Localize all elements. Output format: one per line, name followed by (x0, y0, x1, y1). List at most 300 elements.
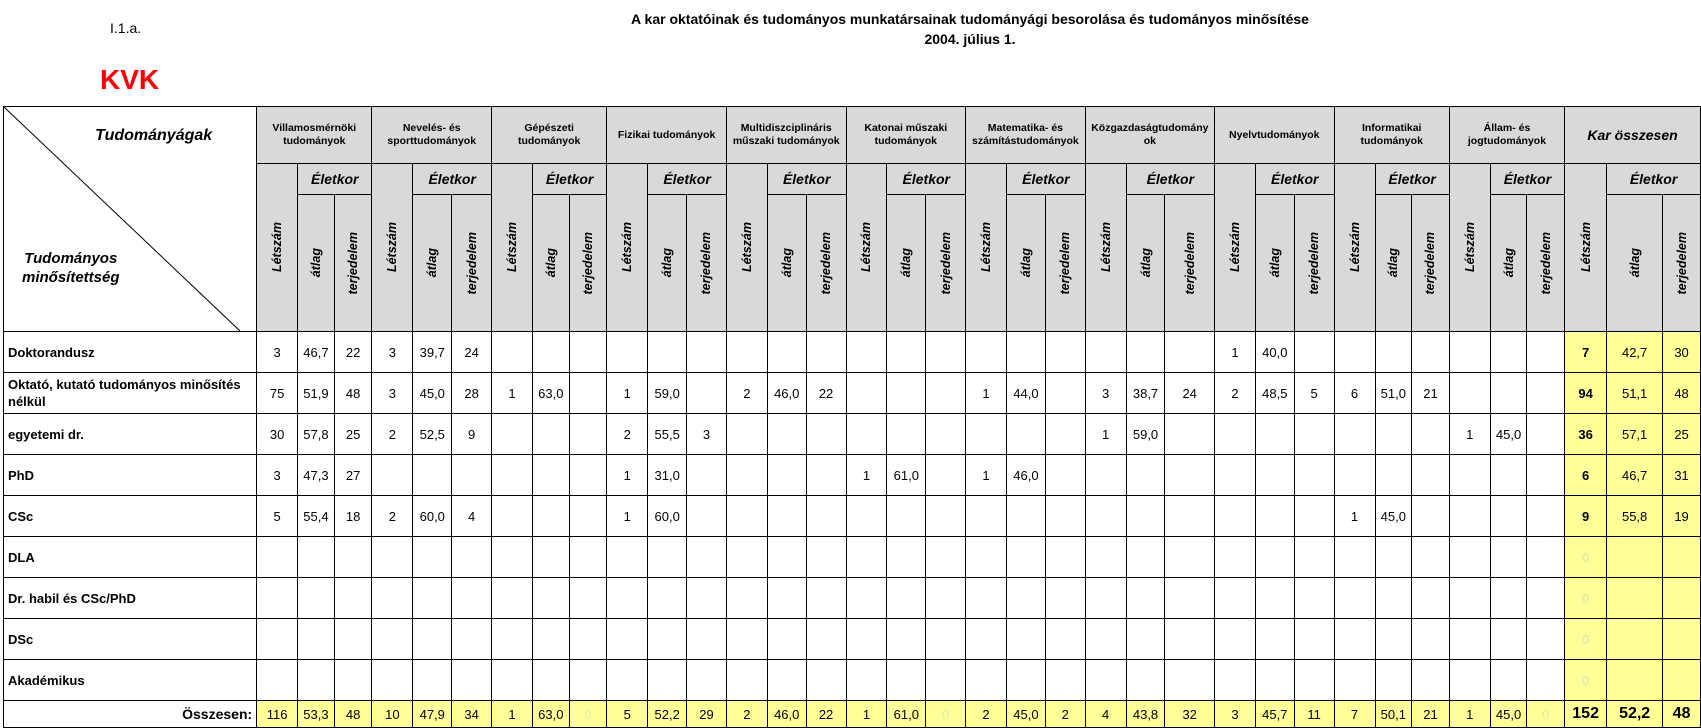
table-cell: 38,7 (1126, 373, 1165, 414)
table-row (4, 332, 1701, 373)
total-cell (1663, 578, 1701, 619)
total-cell (1607, 660, 1663, 701)
table-cell: 44,0 (1007, 373, 1046, 414)
table-cell (1126, 660, 1165, 701)
col-atlag (532, 195, 569, 332)
col-terjedelem (806, 195, 846, 332)
table-cell (1255, 537, 1294, 578)
table-cell (1412, 578, 1450, 619)
table-cell (1449, 332, 1490, 373)
table-cell (1412, 537, 1450, 578)
col-terjedelem (1165, 195, 1215, 332)
terjedelem-label: terjedelem (938, 231, 953, 295)
table-cell: 1 (966, 455, 1007, 496)
table-cell: 75 (257, 373, 298, 414)
table-cell (767, 578, 806, 619)
table-cell (1334, 332, 1375, 373)
totals-cell: 45,0 (1490, 701, 1527, 728)
totals-cell: 63,0 (532, 701, 569, 728)
table-cell (1449, 537, 1490, 578)
table-cell: 30 (257, 414, 298, 455)
table-cell (648, 619, 687, 660)
col-eletkor: Életkor (887, 164, 966, 195)
totals-cell: 3 (1214, 701, 1255, 728)
total-cell: 25 (1663, 414, 1701, 455)
table-cell (846, 496, 887, 537)
table-cell (452, 455, 492, 496)
table-cell (767, 660, 806, 701)
table-cell (298, 660, 335, 701)
table-cell (607, 619, 648, 660)
totals-label: Összesen: (4, 701, 257, 728)
table-cell: 48,5 (1255, 373, 1294, 414)
table-cell (966, 660, 1007, 701)
table-cell (926, 332, 966, 373)
table-cell (569, 373, 607, 414)
table-cell (492, 455, 533, 496)
col-eletkor: Életkor (1607, 164, 1701, 195)
classification-table (3, 106, 1701, 728)
table-cell: 1 (1449, 414, 1490, 455)
col-terjedelem (452, 195, 492, 332)
table-cell (1334, 455, 1375, 496)
col-letszam (607, 164, 648, 332)
totals-cell: 4 (1085, 701, 1126, 728)
table-cell: 40,0 (1255, 332, 1294, 373)
table-cell (532, 496, 569, 537)
col-eletkor: Életkor (1490, 164, 1564, 195)
col-terjedelem (1045, 195, 1085, 332)
table-cell (767, 332, 806, 373)
table-cell (1412, 332, 1450, 373)
table-cell (887, 496, 926, 537)
group-header-1: Villamosmérnöki tudományok (257, 107, 372, 164)
table-cell: 3 (257, 332, 298, 373)
totals-cell: 21 (1412, 701, 1450, 728)
table-cell (648, 537, 687, 578)
table-cell: 48 (334, 373, 372, 414)
table-cell (257, 619, 298, 660)
terjedelem-label: terjedelem (819, 231, 834, 295)
table-cell (846, 373, 887, 414)
table-row (4, 373, 1701, 414)
faculty-code: KVK (100, 64, 160, 95)
totals-cell: 2 (1045, 701, 1085, 728)
table-cell (1007, 414, 1046, 455)
table-cell (1490, 496, 1527, 537)
total-cell (1663, 537, 1701, 578)
table-cell (1126, 578, 1165, 619)
table-cell (887, 332, 926, 373)
table-cell: 59,0 (648, 373, 687, 414)
totals-cell: 2 (966, 701, 1007, 728)
terjedelem-label: terjedelem (1058, 231, 1073, 295)
table-cell (1255, 496, 1294, 537)
total-cell: 0 (1565, 660, 1607, 701)
table-cell (1334, 578, 1375, 619)
terjedelem-label: terjedelem (1423, 231, 1438, 295)
table-cell (1045, 373, 1085, 414)
col-letszam (257, 164, 298, 332)
table-cell: 46,7 (298, 332, 335, 373)
table-cell (298, 619, 335, 660)
table-cell (887, 414, 926, 455)
table-cell (569, 537, 607, 578)
col-eletkor: Életkor (1126, 164, 1214, 195)
atlag-label: átlag (1501, 248, 1516, 278)
table-cell: 4 (452, 496, 492, 537)
total-cell: 36 (1565, 414, 1607, 455)
totals-cell: 29 (687, 701, 727, 728)
table-cell (1085, 537, 1126, 578)
table-cell: 60,0 (413, 496, 452, 537)
group-header-kar-osszesen: Kar összesen (1565, 107, 1701, 164)
table-cell: 31,0 (648, 455, 687, 496)
totals-cell: 0 (569, 701, 607, 728)
table-cell (966, 496, 1007, 537)
letszam-label: Létszám (1227, 222, 1242, 273)
table-cell (334, 660, 372, 701)
col-atlag (1375, 195, 1412, 332)
table-cell (1126, 455, 1165, 496)
table-cell (1527, 455, 1565, 496)
table-cell (887, 578, 926, 619)
col-eletkor: Életkor (532, 164, 606, 195)
letszam-label: Létszám (505, 222, 519, 273)
table-cell (1490, 455, 1527, 496)
total-cell: 6 (1565, 455, 1607, 496)
table-cell (1334, 660, 1375, 701)
table-cell (492, 578, 533, 619)
table-cell (1294, 619, 1334, 660)
terjedelem-label: terjedelem (464, 231, 479, 295)
table-cell (687, 660, 727, 701)
table-cell (846, 414, 887, 455)
table-cell (1490, 373, 1527, 414)
table-row (4, 414, 1701, 455)
table-cell: 59,0 (1126, 414, 1165, 455)
col-terjedelem (926, 195, 966, 332)
table-cell (257, 537, 298, 578)
table-cell (1214, 660, 1255, 701)
table-cell (1490, 578, 1527, 619)
col-eletkor: Életkor (648, 164, 727, 195)
total-cell: 51,1 (1607, 373, 1663, 414)
col-letszam (372, 164, 413, 332)
table-cell (1412, 619, 1450, 660)
table-cell: 51,9 (298, 373, 335, 414)
atlag-label: átlag (1386, 248, 1401, 278)
terjedelem-label: terjedelem (1674, 231, 1689, 295)
total-cell: 57,1 (1607, 414, 1663, 455)
table-cell (926, 455, 966, 496)
table-cell (1214, 578, 1255, 619)
table-cell (1255, 578, 1294, 619)
table-cell (687, 578, 727, 619)
table-cell (1449, 496, 1490, 537)
col-atlag (887, 195, 926, 332)
table-cell (806, 619, 846, 660)
table-cell (1165, 332, 1215, 373)
terjedelem-label: terjedelem (1182, 231, 1197, 295)
grand-total-cell: 48 (1663, 701, 1701, 728)
table-cell (1085, 455, 1126, 496)
table-cell: 45,0 (1375, 496, 1412, 537)
atlag-label: átlag (779, 248, 794, 278)
table-cell (926, 537, 966, 578)
table-cell (926, 660, 966, 701)
table-cell (334, 578, 372, 619)
terjedelem-label: terjedelem (1538, 231, 1553, 295)
table-cell (687, 373, 727, 414)
col-atlag (298, 195, 335, 332)
table-cell (1045, 660, 1085, 701)
table-cell (1527, 537, 1565, 578)
col-terjedelem (1527, 195, 1565, 332)
table-cell (1375, 660, 1412, 701)
table-cell (767, 537, 806, 578)
table-cell (607, 660, 648, 701)
table-cell (1165, 619, 1215, 660)
table-cell (413, 660, 452, 701)
table-cell: 2 (607, 414, 648, 455)
table-cell (1126, 332, 1165, 373)
total-cell: 19 (1663, 496, 1701, 537)
corner-bottom-label (22, 249, 120, 287)
table-cell (966, 578, 1007, 619)
table-cell (334, 619, 372, 660)
table-cell (887, 537, 926, 578)
table-cell (726, 578, 767, 619)
title-line-2: 2004. július 1. (924, 31, 1016, 47)
table-cell (687, 455, 727, 496)
atlag-label: átlag (1267, 248, 1282, 278)
col-atlag (767, 195, 806, 332)
table-cell (372, 619, 413, 660)
table-cell (926, 496, 966, 537)
table-cell (1007, 578, 1046, 619)
atlag-label: átlag (1018, 248, 1033, 278)
table-cell (846, 660, 887, 701)
table-cell: 24 (452, 332, 492, 373)
col-letszam (1565, 164, 1607, 332)
grand-total-cell: 152 (1565, 701, 1607, 728)
table-cell (1412, 496, 1450, 537)
table-cell (257, 578, 298, 619)
totals-cell: 61,0 (887, 701, 926, 728)
table-cell: 18 (334, 496, 372, 537)
col-terjedelem (569, 195, 607, 332)
table-cell (1255, 660, 1294, 701)
table-cell (1490, 619, 1527, 660)
table-cell (607, 332, 648, 373)
atlag-label: átlag (660, 248, 675, 278)
group-header-3: Gépészeti tudományok (492, 107, 607, 164)
table-cell: 22 (334, 332, 372, 373)
col-eletkor: Életkor (413, 164, 492, 195)
table-cell: 46,0 (1007, 455, 1046, 496)
table-cell: 3 (687, 414, 727, 455)
table-cell (1126, 496, 1165, 537)
group-header-9: Nyelvtudományok (1214, 107, 1334, 164)
table-cell (806, 455, 846, 496)
totals-cell: 1 (492, 701, 533, 728)
col-eletkor: Életkor (767, 164, 846, 195)
col-terjedelem (334, 195, 372, 332)
document-title (560, 9, 1380, 49)
table-cell: 60,0 (648, 496, 687, 537)
totals-cell: 48 (334, 701, 372, 728)
table-cell: 5 (1294, 373, 1334, 414)
col-eletkor: Életkor (298, 164, 372, 195)
table-cell: 3 (1085, 373, 1126, 414)
col-eletkor: Életkor (1007, 164, 1086, 195)
col-atlag (648, 195, 687, 332)
group-header-11: Állam- és jogtudományok (1449, 107, 1564, 164)
table-cell (532, 578, 569, 619)
totals-cell: 53,3 (298, 701, 335, 728)
table-cell (569, 496, 607, 537)
table-cell (887, 619, 926, 660)
table-cell (1294, 660, 1334, 701)
table-cell (1045, 332, 1085, 373)
table-cell (846, 537, 887, 578)
table-cell (492, 496, 533, 537)
table-cell (1527, 332, 1565, 373)
group-header-4: Fizikai tudományok (607, 107, 727, 164)
table-cell (532, 660, 569, 701)
col-atlag (1607, 195, 1663, 332)
table-cell (372, 537, 413, 578)
table-cell (569, 332, 607, 373)
table-cell: 2 (372, 414, 413, 455)
total-cell: 42,7 (1607, 332, 1663, 373)
table-cell (452, 578, 492, 619)
table-cell (1214, 619, 1255, 660)
table-cell: 1 (1334, 496, 1375, 537)
table-cell (1045, 455, 1085, 496)
col-terjedelem (1663, 195, 1701, 332)
table-cell (532, 619, 569, 660)
table-row (4, 660, 1701, 701)
table-cell: 45,0 (1490, 414, 1527, 455)
table-cell (1375, 578, 1412, 619)
corner-top-label: Tudományágak (95, 127, 213, 144)
table-cell (532, 537, 569, 578)
table-cell (926, 578, 966, 619)
table-cell (1334, 537, 1375, 578)
table-cell (1085, 619, 1126, 660)
table-cell (926, 619, 966, 660)
row-label: CSc (4, 496, 257, 537)
row-label: DLA (4, 537, 257, 578)
table-cell (1294, 496, 1334, 537)
table-cell (767, 619, 806, 660)
table-cell (452, 537, 492, 578)
table-cell: 3 (372, 373, 413, 414)
letszam-label: Létszám (1578, 222, 1593, 273)
total-cell: 48 (1663, 373, 1701, 414)
table-cell (372, 455, 413, 496)
table-cell (846, 578, 887, 619)
table-cell (846, 619, 887, 660)
totals-cell: 34 (452, 701, 492, 728)
table-cell (1375, 619, 1412, 660)
table-cell (1412, 660, 1450, 701)
table-cell (887, 660, 926, 701)
table-cell (926, 414, 966, 455)
totals-cell: 116 (257, 701, 298, 728)
table-cell (1165, 578, 1215, 619)
letszam-label: Létszám (979, 222, 994, 273)
table-cell: 63,0 (532, 373, 569, 414)
corner-bottom-line-2: minősítettség (22, 269, 120, 286)
table-cell (1165, 537, 1215, 578)
table-cell (726, 496, 767, 537)
table-cell (806, 537, 846, 578)
table-cell (1294, 332, 1334, 373)
table-cell (492, 537, 533, 578)
group-header-8: Közgazdaságtudomány ok (1085, 107, 1214, 164)
table-cell: 1 (846, 455, 887, 496)
table-cell (607, 578, 648, 619)
table-cell (806, 496, 846, 537)
table-cell (966, 332, 1007, 373)
table-cell (1085, 660, 1126, 701)
table-cell (1449, 619, 1490, 660)
total-cell: 0 (1565, 578, 1607, 619)
totals-cell: 45,7 (1255, 701, 1294, 728)
table-cell (1214, 496, 1255, 537)
totals-cell: 52,2 (648, 701, 687, 728)
table-cell: 39,7 (413, 332, 452, 373)
totals-cell: 0 (926, 701, 966, 728)
table-cell (1375, 455, 1412, 496)
table-cell: 9 (452, 414, 492, 455)
table-cell (1255, 414, 1294, 455)
table-cell (569, 414, 607, 455)
total-cell: 0 (1565, 619, 1607, 660)
table-cell (887, 373, 926, 414)
col-terjedelem (1294, 195, 1334, 332)
corner-header (4, 107, 257, 332)
table-cell: 1 (607, 496, 648, 537)
table-cell (334, 537, 372, 578)
table-cell: 57,8 (298, 414, 335, 455)
table-cell (726, 455, 767, 496)
table-cell (532, 414, 569, 455)
table-cell (569, 660, 607, 701)
table-cell (687, 496, 727, 537)
total-cell: 55,8 (1607, 496, 1663, 537)
table-cell (257, 660, 298, 701)
col-letszam (1449, 164, 1490, 332)
corner-bottom-line-1: Tudományos (24, 250, 118, 267)
table-cell (806, 332, 846, 373)
table-cell (492, 619, 533, 660)
row-label: egyetemi dr. (4, 414, 257, 455)
table-cell (1294, 455, 1334, 496)
table-cell (1045, 496, 1085, 537)
totals-cell: 2 (726, 701, 767, 728)
table-cell (413, 578, 452, 619)
table-cell: 2 (726, 373, 767, 414)
table-row (4, 455, 1701, 496)
table-cell (1126, 537, 1165, 578)
table-row (4, 496, 1701, 537)
col-letszam (1334, 164, 1375, 332)
table-cell: 5 (257, 496, 298, 537)
